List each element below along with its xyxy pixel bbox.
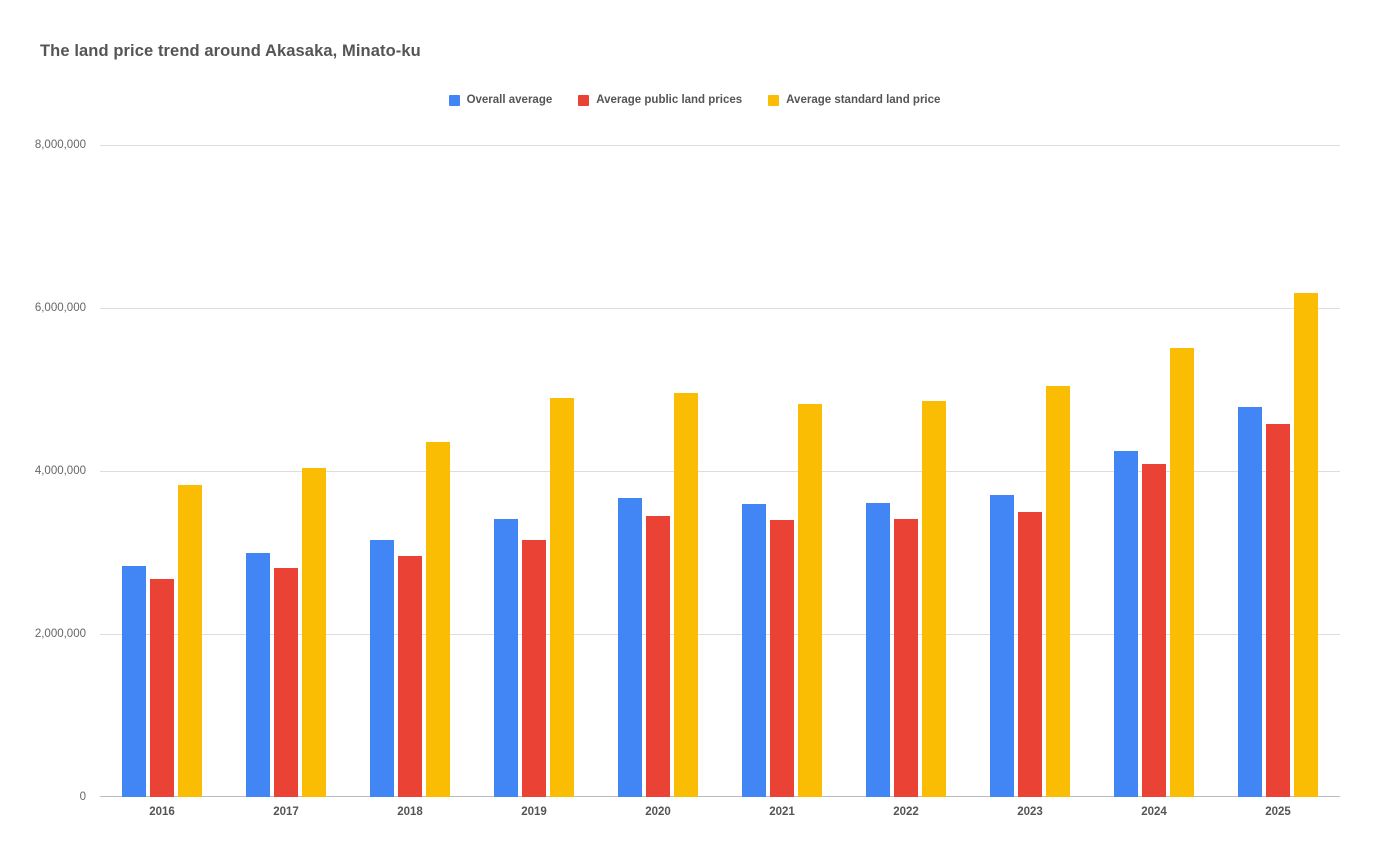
bar-group [246,145,326,797]
x-axis-tick-label: 2016 [149,806,175,818]
bar[interactable] [646,516,670,797]
bar[interactable] [426,442,450,797]
bar[interactable] [178,485,202,797]
bar[interactable] [866,503,890,797]
bar-group [122,145,202,797]
x-axis-tick-label: 2018 [397,806,423,818]
bar-group [1114,145,1194,797]
legend-item[interactable] [449,94,553,106]
bar-group [866,145,946,797]
legend-item-label: Average public land prices [596,94,743,106]
legend-swatch-icon [768,95,779,106]
bar[interactable] [922,401,946,797]
bar[interactable] [742,504,766,797]
bar-group [1238,145,1318,797]
bars-layer [100,145,1340,797]
bar[interactable] [1018,512,1042,797]
x-axis-tick-label: 2025 [1265,806,1291,818]
bar[interactable] [550,398,574,797]
bar-group [494,145,574,797]
x-axis-tick-label: 2022 [893,806,919,818]
x-axis-tick-label: 2020 [645,806,671,818]
y-axis-tick-label: 8,000,000 [34,139,86,151]
legend-item[interactable] [768,94,940,106]
bar[interactable] [246,553,270,797]
bar[interactable] [122,566,146,797]
bar[interactable] [522,540,546,797]
x-axis-tick-label: 2024 [1141,806,1167,818]
bar[interactable] [798,404,822,797]
bar[interactable] [618,498,642,797]
bar[interactable] [494,519,518,797]
bar-group [618,145,698,797]
bar[interactable] [398,556,422,797]
bar[interactable] [1294,293,1318,797]
legend-item[interactable] [578,94,742,106]
y-axis-tick-label: 0 [79,791,86,803]
bar-group [742,145,822,797]
y-axis-tick-label: 6,000,000 [34,302,86,314]
bar-group [990,145,1070,797]
bar[interactable] [302,468,326,797]
bar[interactable] [1170,348,1194,797]
x-axis-tick-label: 2023 [1017,806,1043,818]
chart-legend [0,94,1389,106]
bar[interactable] [990,495,1014,797]
chart-title: The land price trend around Akasaka, Minato-ku [40,42,421,60]
bar[interactable] [1266,424,1290,797]
bar[interactable] [274,568,298,797]
bar[interactable] [1238,407,1262,797]
y-axis-tick-label: 4,000,000 [34,465,86,477]
bar[interactable] [1046,386,1070,797]
y-axis-tick-label: 2,000,000 [34,628,86,640]
plot-area [100,145,1340,797]
bar-group [370,145,450,797]
x-axis-tick-label: 2017 [273,806,299,818]
bar[interactable] [370,540,394,797]
bar[interactable] [770,520,794,797]
bar[interactable] [150,579,174,797]
bar[interactable] [1114,451,1138,797]
legend-item-label: Average standard land price [786,94,941,106]
bar[interactable] [894,519,918,797]
legend-item-label: Overall average [466,94,553,106]
x-axis-tick-label: 2021 [769,806,795,818]
legend-swatch-icon [449,95,460,106]
legend-swatch-icon [578,95,589,106]
x-axis-tick-label: 2019 [521,806,547,818]
bar[interactable] [674,393,698,797]
bar[interactable] [1142,464,1166,797]
